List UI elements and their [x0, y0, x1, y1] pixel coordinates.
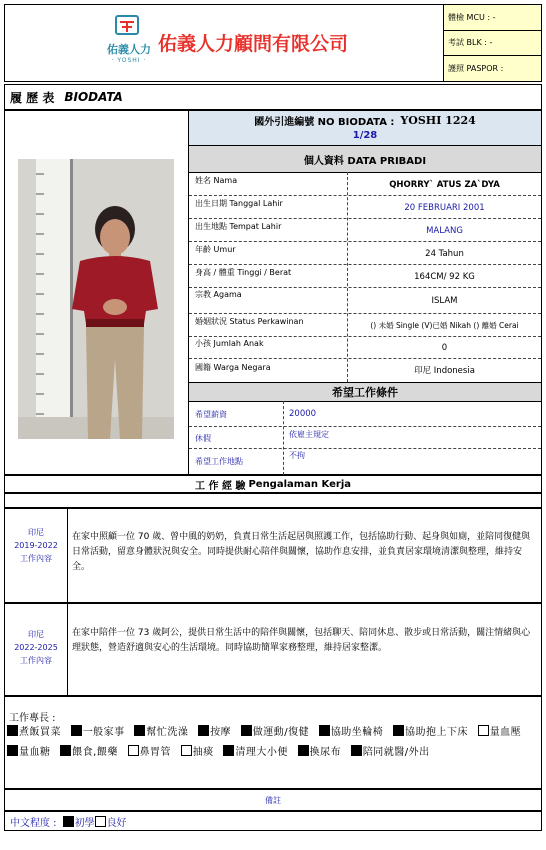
company-name: 佑義人力顧問有限公司 [158, 33, 349, 55]
personal-title: 個人資料 DATA PRIBADI [189, 146, 541, 172]
skill-item [223, 747, 288, 758]
unchecked-box-icon [181, 745, 192, 756]
skill-label: 協助坐輪椅 [330, 727, 384, 738]
personal-value-age: 24 Tahun [425, 249, 464, 259]
wish-value-salary: 20000 [289, 409, 317, 419]
work-item-2-country: 印尼 [28, 630, 44, 639]
skill-item [134, 727, 188, 738]
work-item-1-country: 印尼 [28, 528, 44, 537]
wish-label-location: 希望工作地點 [195, 457, 243, 466]
chinese-level [10, 812, 127, 830]
paspor-field: 護照 PASPOR : [448, 63, 504, 73]
skill-label: 陪同就醫/外出 [362, 747, 430, 758]
skill-label: 幫忙洗澡 [146, 727, 189, 738]
logo-en-text: · YOSHI · [111, 57, 147, 64]
checked-box-icon [134, 725, 145, 736]
skill-label: 一般家事 [82, 727, 125, 738]
checked-box-icon [63, 816, 74, 827]
personal-value-birthplace: MALANG [426, 226, 463, 236]
checked-box-icon [7, 745, 18, 756]
skills-title: 工作專長 : [9, 713, 56, 724]
skill-item [478, 727, 522, 738]
biodata-page: 1/28 [352, 130, 378, 141]
skill-item [181, 747, 214, 758]
work-item-1-label: 工作內容 [20, 554, 52, 563]
skill-label: 協助抱上下床 [405, 727, 468, 738]
work-spacer-row [4, 493, 542, 508]
personal-value-height-weight: 164CM/ 92 KG [414, 272, 475, 282]
skills-list [7, 723, 539, 763]
personal-label-marital: 婚姻狀況 Status Perkawinan [195, 317, 304, 326]
skill-item [351, 747, 430, 758]
skill-label: 清理大小便 [235, 747, 288, 758]
skill-label: 按摩 [210, 727, 232, 738]
skill-label: 鼻胃管 [139, 747, 172, 758]
skill-label: 做運動/復健 [252, 727, 310, 738]
skill-label: 換尿布 [309, 747, 342, 758]
skill-item [198, 727, 231, 738]
section-title-cn: 履 歷 表 [10, 90, 55, 105]
checked-box-icon [351, 745, 362, 756]
skill-label: 煮飯買菜 [19, 727, 61, 738]
biodata-number [189, 112, 541, 128]
skill-item [7, 747, 51, 758]
checked-box-icon [223, 745, 234, 756]
blk-field: 考試 BLK : - [448, 38, 493, 47]
skill-label: 量血糖 [19, 747, 51, 758]
work-item-1-desc: 在家中照顧一位 70 歲、曾中風的奶奶，負責日常生活起居與照護工作，包括協助行動、起身與如廁，並陪同復健與日常活動，留意身體狀況與安全。同時提供耐心陪伴與關懷，協助作息安排，並負責居家環境清潔與整理，維持安全。 [72, 532, 531, 572]
skill-item [298, 747, 342, 758]
personal-value-children: 0 [441, 342, 448, 353]
wish-label-holiday: 休假 [195, 434, 211, 443]
checked-box-icon [298, 745, 309, 756]
logo-cn-text: 佑義人力 [107, 43, 151, 56]
section-title-en: BIODATA [64, 90, 123, 104]
personal-value-birthdate: 20 FEBRUARI 2001 [404, 203, 485, 213]
work-title-cn: 工 作 經 驗 [195, 480, 246, 492]
skill-label: 抽痰 [192, 747, 214, 758]
section-title [10, 85, 123, 109]
skill-item [71, 727, 125, 738]
skill-item [241, 727, 309, 738]
wish-value-location: 不拘 [289, 451, 305, 460]
checked-box-icon [60, 745, 71, 756]
chinese-option-1: 初學 [63, 814, 95, 829]
checked-box-icon [319, 725, 330, 736]
personal-value-name: QHORRY` ATUS ZA`DYA [389, 180, 500, 190]
checked-box-icon [393, 725, 404, 736]
checked-box-icon [241, 725, 252, 736]
chinese-option-2: 良好 [95, 814, 127, 829]
chinese-label: 中文程度 : [10, 817, 57, 829]
mcu-field: 體檢 MCU : - [448, 13, 496, 22]
work-item-1-years: 2019-2022 [14, 541, 58, 550]
work-title [5, 476, 541, 492]
work-title-id: Pengalaman Kerja [248, 478, 351, 490]
wish-label-salary: 希望薪資 [195, 410, 227, 419]
wish-title: 希望工作條件 [189, 383, 541, 401]
personal-label-religion: 宗教 Agama [195, 290, 242, 299]
biodata-code: YOSHI 1224 [400, 113, 476, 127]
skill-label: 餵食,餵藥 [72, 747, 118, 758]
personal-label-age: 年齡 Umur [195, 245, 236, 254]
skill-label: 量血壓 [489, 727, 522, 738]
unchecked-box-icon [478, 725, 489, 736]
checked-box-icon [7, 725, 18, 736]
skill-item [60, 747, 118, 758]
person-photo-icon [18, 159, 174, 439]
personal-value-marital: () 未婚 Single (V)已婚 Nikah () 離婚 Cerai [370, 321, 519, 330]
work-item-1-meta [5, 526, 67, 565]
wish-value-holiday: 依雇主規定 [289, 430, 329, 439]
checked-box-icon [198, 725, 209, 736]
skill-item [7, 727, 61, 738]
checked-box-icon [71, 725, 82, 736]
skill-item [319, 727, 384, 738]
personal-label-children: 小孩 Jumlah Anak [195, 339, 264, 348]
personal-label-nationality: 國籍 Warga Negara [195, 363, 271, 372]
work-item-2-years: 2022-2025 [14, 643, 58, 652]
unchecked-box-icon [95, 816, 106, 827]
remarks-title: 備註 [265, 795, 281, 805]
work-item-2-meta [5, 628, 67, 667]
personal-value-nationality: 印尼 Indonesia [414, 366, 475, 376]
personal-label-name: 姓名 Nama [195, 176, 238, 185]
personal-label-birthdate: 出生日期 Tanggal Lahir [195, 199, 283, 208]
skill-item [128, 747, 172, 758]
biodata-number-label: 國外引進編號 NO BIODATA : [254, 116, 395, 128]
personal-label-height-weight: 身高 / 體重 Tinggi / Berat [195, 268, 292, 277]
personal-value-religion: ISLAM [431, 296, 458, 306]
unchecked-box-icon [128, 745, 139, 756]
work-item-2-desc: 在家中陪伴一位 73 歲阿公，提供日常生活中的陪伴與關懷，包括聊天、陪同休息、散步或日常活動，關注情緒與心理狀態，營造舒適與安心的生活環境。同時協助簡單家務整理，維持居家整潔。 [72, 628, 531, 653]
profile-photo [18, 159, 174, 439]
skill-item [393, 727, 468, 738]
work-item-2-label: 工作內容 [20, 656, 52, 665]
personal-label-birthplace: 出生地點 Tempat Lahir [195, 222, 282, 231]
